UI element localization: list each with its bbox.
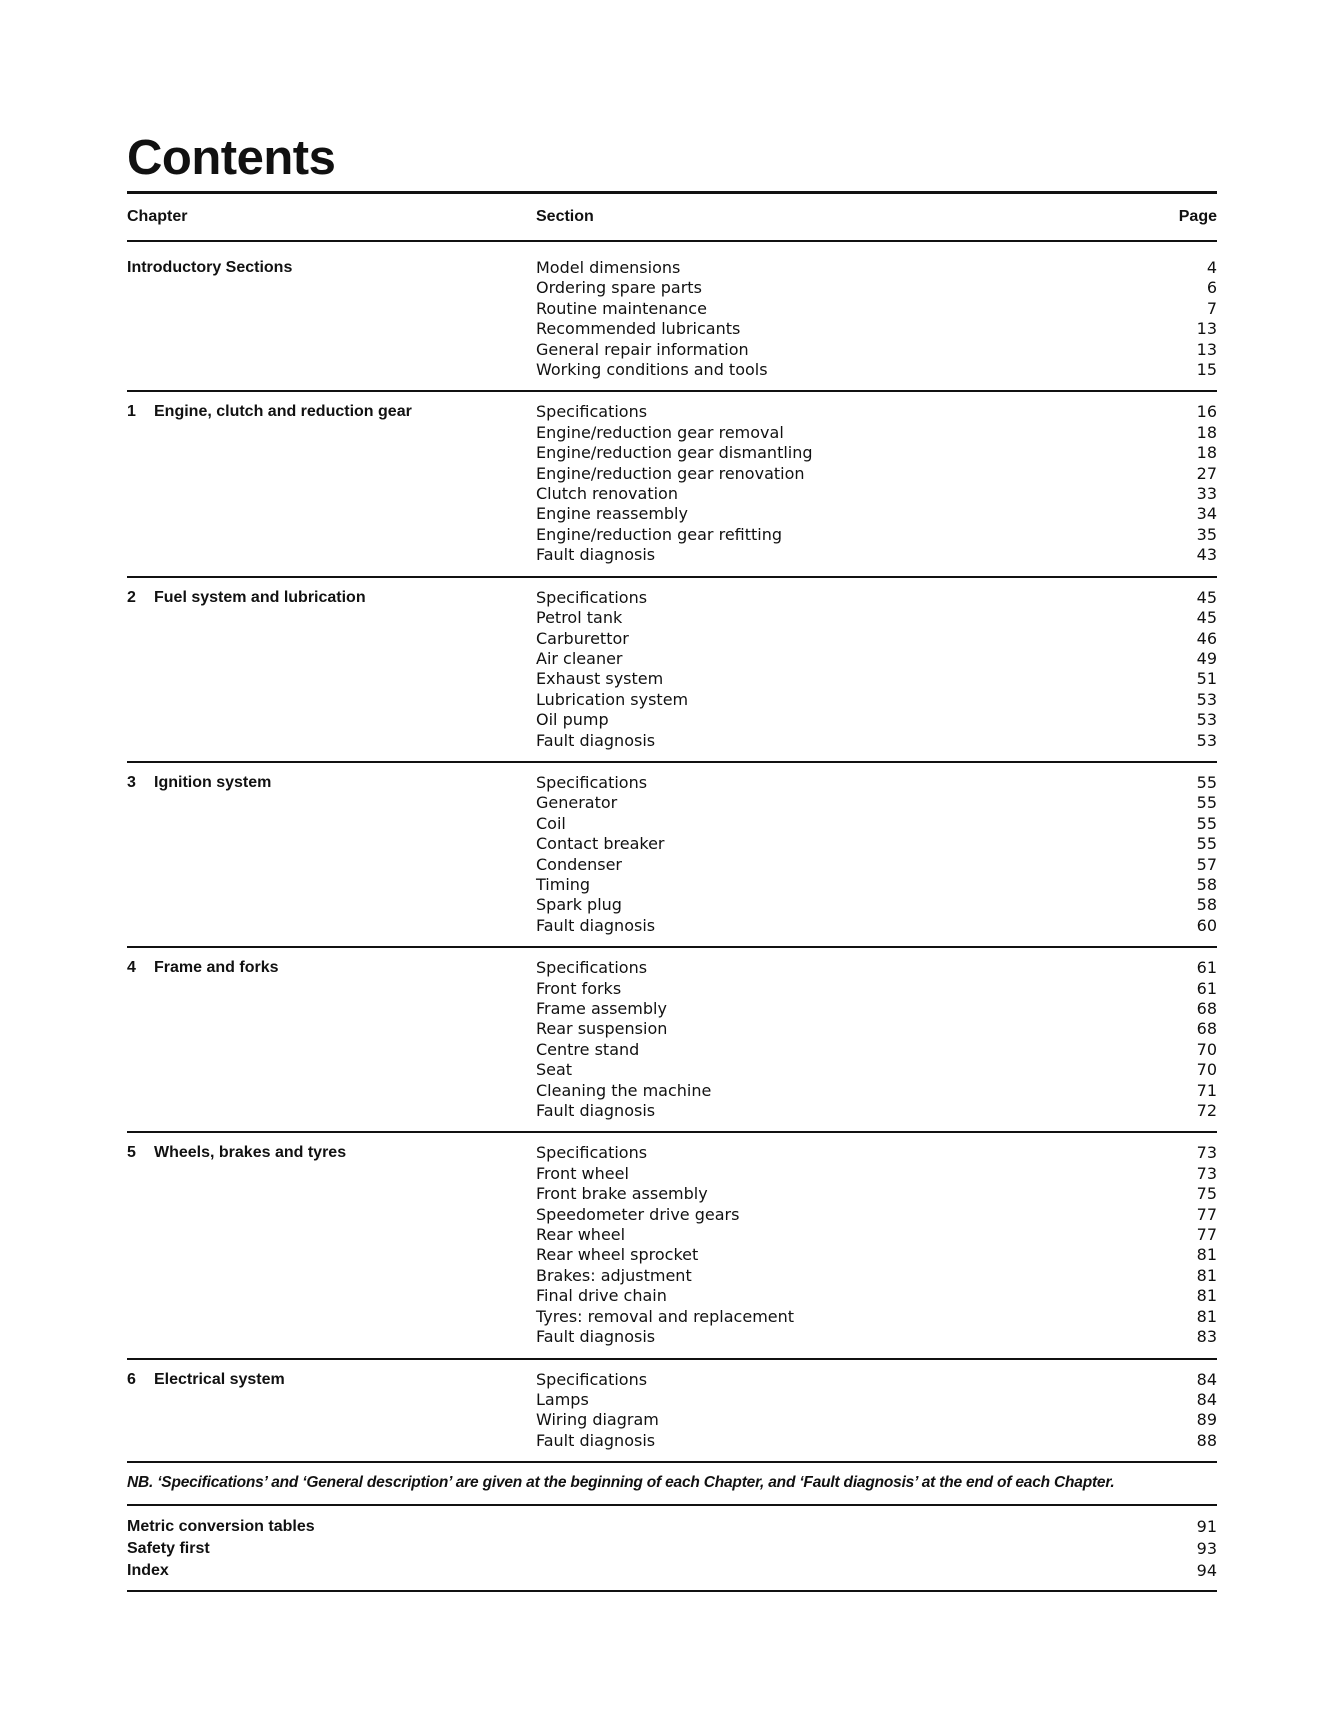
- chapter-heading: [127, 1370, 536, 1452]
- section-page-number: 81: [1196, 1306, 1217, 1326]
- section-row: [536, 360, 1217, 380]
- section-page-number: 35: [1196, 524, 1217, 544]
- section-page-number: 45: [1196, 587, 1217, 607]
- chapter-number: 4: [127, 959, 136, 977]
- section-row: [536, 525, 1217, 545]
- section-row: [536, 629, 1217, 649]
- chapter-block: [127, 588, 1217, 763]
- section-title: Exhaust system: [536, 669, 664, 689]
- section-page-number: 58: [1196, 874, 1217, 894]
- section-title: Engine/reduction gear dismantling: [536, 443, 813, 463]
- section-page-number: 81: [1196, 1265, 1217, 1285]
- section-title: Model dimensions: [536, 258, 681, 277]
- section-row: [536, 1143, 1217, 1163]
- section-title: Engine/reduction gear renovation: [536, 463, 805, 483]
- section-title: Clutch renovation: [536, 484, 678, 504]
- section-page-number: 72: [1196, 1101, 1217, 1121]
- toc-body: [127, 258, 1217, 1592]
- section-title: Coil: [536, 813, 566, 833]
- section-page-number: 77: [1196, 1225, 1217, 1245]
- section-title: Generator: [536, 793, 618, 813]
- section-row: [536, 710, 1217, 730]
- section-row: [536, 1370, 1217, 1390]
- section-title: Wiring diagram: [536, 1410, 659, 1430]
- footnote: NB. ‘Specifications’ and ‘General description’ are given at the beginning of each Chapter, and ‘Fault diagnosis’ at the end of each Chapter.: [127, 1473, 1217, 1506]
- section-row: [536, 834, 1217, 854]
- section-title: Rear wheel sprocket: [536, 1245, 699, 1265]
- section-row: [536, 484, 1217, 504]
- section-title: Specifications: [536, 1143, 648, 1163]
- section-title: Fault diagnosis: [536, 1101, 656, 1121]
- section-row: [536, 278, 1217, 298]
- chapter-number: 2: [127, 588, 136, 606]
- section-row: [536, 1286, 1217, 1306]
- section-row: [536, 1266, 1217, 1286]
- column-header-section: Section: [536, 208, 594, 225]
- column-header-page: Page: [1178, 208, 1217, 225]
- chapter-title: Wheels, brakes and tyres: [154, 1144, 347, 1162]
- section-row: [536, 1060, 1217, 1080]
- section-page-number: 55: [1196, 772, 1217, 792]
- section-row: [536, 1101, 1217, 1121]
- section-title: Fault diagnosis: [536, 1327, 656, 1347]
- chapter-number: 3: [127, 773, 136, 791]
- section-row: [536, 299, 1217, 319]
- section-row: [536, 1225, 1217, 1245]
- appendix-row: [127, 1538, 1217, 1560]
- section-list: [536, 258, 1217, 380]
- section-title: Fault diagnosis: [536, 730, 656, 750]
- section-row: [536, 1431, 1217, 1451]
- chapter-title: Ignition system: [154, 773, 272, 791]
- section-page-number: 55: [1196, 813, 1217, 833]
- section-title: Front wheel: [536, 1163, 629, 1183]
- section-row: [536, 1410, 1217, 1430]
- section-row: [536, 588, 1217, 608]
- section-title: Spark plug: [536, 895, 622, 915]
- section-page-number: 73: [1196, 1143, 1217, 1163]
- section-row: [536, 1205, 1217, 1225]
- section-title: Front forks: [536, 978, 622, 998]
- section-page-number: 61: [1196, 978, 1217, 998]
- section-title: Timing: [536, 874, 591, 894]
- chapter-heading: [127, 588, 536, 751]
- section-title: Lubrication system: [536, 689, 689, 709]
- chapter-block: [127, 402, 1217, 577]
- section-title: Specifications: [536, 772, 648, 792]
- title-rule: [127, 191, 1217, 194]
- chapter-title: Fuel system and lubrication: [154, 588, 366, 606]
- section-title: Fault diagnosis: [536, 1430, 656, 1450]
- chapter-heading: [127, 1143, 536, 1347]
- section-page-number: 58: [1196, 895, 1217, 915]
- section-row: [536, 1327, 1217, 1347]
- section-row: [536, 504, 1217, 524]
- section-page-number: 84: [1196, 1389, 1217, 1409]
- section-title: Ordering spare parts: [536, 278, 702, 298]
- section-row: [536, 340, 1217, 360]
- section-page-number: 68: [1196, 999, 1217, 1018]
- section-row: [536, 1307, 1217, 1327]
- section-page-number: 27: [1196, 463, 1217, 483]
- section-page-number: 70: [1196, 1060, 1217, 1080]
- appendix-title: Metric conversion tables: [127, 1518, 315, 1536]
- section-title: Seat: [536, 1060, 573, 1080]
- section-title: Specifications: [536, 402, 648, 422]
- appendix-page-number: 91: [1196, 1517, 1217, 1537]
- section-row: [536, 999, 1217, 1019]
- section-list: [536, 773, 1217, 936]
- section-row: [536, 958, 1217, 978]
- section-page-number: 18: [1196, 443, 1217, 463]
- section-page-number: 6: [1206, 278, 1217, 298]
- appendix-title: Index: [127, 1562, 169, 1580]
- chapter-title: Frame and forks: [154, 959, 279, 977]
- section-title: Front brake assembly: [536, 1184, 708, 1204]
- section-title: Oil pump: [536, 710, 609, 730]
- section-page-number: 60: [1196, 915, 1217, 935]
- section-page-number: 45: [1196, 608, 1217, 628]
- section-row: [536, 402, 1217, 422]
- section-title: Petrol tank: [536, 608, 623, 628]
- section-page-number: 18: [1196, 422, 1217, 442]
- chapter-heading: [127, 958, 536, 1121]
- section-row: [536, 773, 1217, 793]
- section-page-number: 83: [1196, 1327, 1217, 1347]
- section-title: Contact breaker: [536, 834, 665, 854]
- section-row: [536, 1019, 1217, 1039]
- header-rule: [127, 240, 1217, 242]
- section-title: Rear suspension: [536, 1019, 668, 1039]
- section-title: Fault diagnosis: [536, 545, 656, 565]
- section-page-number: 70: [1196, 1039, 1217, 1059]
- section-page-number: 13: [1196, 319, 1217, 339]
- section-title: Rear wheel: [536, 1225, 626, 1245]
- section-row: [536, 690, 1217, 710]
- section-row: [536, 979, 1217, 999]
- section-row: [536, 814, 1217, 834]
- section-row: [536, 1184, 1217, 1204]
- section-title: Carburettor: [536, 628, 629, 648]
- section-title: General repair information: [536, 339, 749, 359]
- section-row: [536, 895, 1217, 915]
- section-page-number: 89: [1196, 1410, 1217, 1430]
- section-page-number: 51: [1196, 669, 1217, 689]
- section-row: [536, 669, 1217, 689]
- chapter-block: [127, 258, 1217, 392]
- section-list: [536, 588, 1217, 751]
- chapter-block: [127, 1143, 1217, 1359]
- section-title: Condenser: [536, 854, 622, 874]
- section-row: [536, 1390, 1217, 1410]
- section-title: Speedometer drive gears: [536, 1204, 740, 1224]
- section-page-number: 88: [1196, 1430, 1217, 1450]
- section-row: [536, 443, 1217, 463]
- chapter-heading: [127, 258, 536, 380]
- section-page-number: 34: [1196, 504, 1217, 524]
- section-row: [536, 793, 1217, 813]
- section-page-number: 13: [1196, 339, 1217, 359]
- section-page-number: 16: [1196, 402, 1217, 422]
- section-page-number: 77: [1196, 1204, 1217, 1224]
- section-page-number: 68: [1196, 1019, 1217, 1039]
- section-title: Air cleaner: [536, 648, 623, 668]
- chapter-block: [127, 773, 1217, 948]
- section-title: Frame assembly: [536, 999, 667, 1018]
- section-page-number: 53: [1196, 710, 1217, 730]
- section-title: Engine/reduction gear removal: [536, 422, 784, 442]
- section-title: Lamps: [536, 1389, 589, 1409]
- chapter-heading: [127, 773, 536, 936]
- section-row: [536, 464, 1217, 484]
- appendix-row: [127, 1516, 1217, 1538]
- section-page-number: 46: [1196, 628, 1217, 648]
- section-page-number: 55: [1196, 834, 1217, 854]
- section-row: [536, 1245, 1217, 1265]
- section-page-number: 33: [1196, 484, 1217, 504]
- section-row: [536, 855, 1217, 875]
- section-list: [536, 402, 1217, 565]
- section-row: [536, 731, 1217, 751]
- section-page-number: 84: [1196, 1369, 1217, 1389]
- section-page-number: 53: [1196, 689, 1217, 709]
- section-title: Brakes: adjustment: [536, 1265, 692, 1285]
- section-title: Specifications: [536, 587, 648, 607]
- section-page-number: 57: [1196, 854, 1217, 874]
- section-page-number: 61: [1196, 958, 1217, 978]
- appendix-row: [127, 1560, 1217, 1582]
- section-title: Cleaning the machine: [536, 1080, 712, 1100]
- section-row: [536, 258, 1217, 278]
- section-title: Fault diagnosis: [536, 915, 656, 935]
- appendix-title: Safety first: [127, 1540, 210, 1558]
- section-page-number: 81: [1196, 1286, 1217, 1306]
- chapter-title: Electrical system: [154, 1370, 285, 1388]
- column-header-chapter: Chapter: [127, 208, 188, 225]
- chapter-number: 5: [127, 1144, 136, 1162]
- appendix-page-number: 94: [1196, 1561, 1217, 1581]
- section-page-number: 73: [1196, 1163, 1217, 1183]
- chapter-block: [127, 1370, 1217, 1464]
- section-row: [536, 1081, 1217, 1101]
- section-title: Engine reassembly: [536, 504, 688, 524]
- section-row: [536, 1040, 1217, 1060]
- section-title: Specifications: [536, 958, 648, 978]
- chapter-heading: [127, 402, 536, 565]
- section-page-number: 4: [1206, 258, 1217, 277]
- appendix-page-number: 93: [1196, 1539, 1217, 1559]
- chapter-number: 1: [127, 403, 136, 421]
- section-page-number: 49: [1196, 648, 1217, 668]
- section-row: [536, 1164, 1217, 1184]
- section-page-number: 55: [1196, 793, 1217, 813]
- section-title: Routine maintenance: [536, 298, 707, 318]
- section-row: [536, 608, 1217, 628]
- chapter-block: [127, 958, 1217, 1133]
- section-page-number: 75: [1196, 1184, 1217, 1204]
- section-title: Tyres: removal and replacement: [536, 1306, 795, 1326]
- section-row: [536, 649, 1217, 669]
- section-page-number: 15: [1196, 360, 1217, 380]
- section-row: [536, 545, 1217, 565]
- chapter-title: Engine, clutch and reduction gear: [154, 403, 412, 421]
- section-page-number: 71: [1196, 1080, 1217, 1100]
- section-row: [536, 916, 1217, 936]
- section-page-number: 53: [1196, 730, 1217, 750]
- section-list: [536, 1143, 1217, 1347]
- section-title: Final drive chain: [536, 1286, 667, 1306]
- section-page-number: 81: [1196, 1245, 1217, 1265]
- section-page-number: 7: [1206, 298, 1217, 318]
- section-row: [536, 423, 1217, 443]
- section-title: Engine/reduction gear refitting: [536, 524, 783, 544]
- section-title: Working conditions and tools: [536, 360, 768, 380]
- chapter-number: 6: [127, 1370, 136, 1388]
- section-title: Centre stand: [536, 1039, 640, 1059]
- section-page-number: 43: [1196, 545, 1217, 565]
- section-row: [536, 319, 1217, 339]
- chapter-title: Introductory Sections: [127, 259, 293, 276]
- section-list: [536, 958, 1217, 1121]
- section-list: [536, 1370, 1217, 1452]
- page-title: Contents: [127, 131, 336, 185]
- appendix-list: [127, 1516, 1217, 1592]
- section-title: Recommended lubricants: [536, 319, 741, 339]
- section-title: Specifications: [536, 1369, 648, 1389]
- section-row: [536, 875, 1217, 895]
